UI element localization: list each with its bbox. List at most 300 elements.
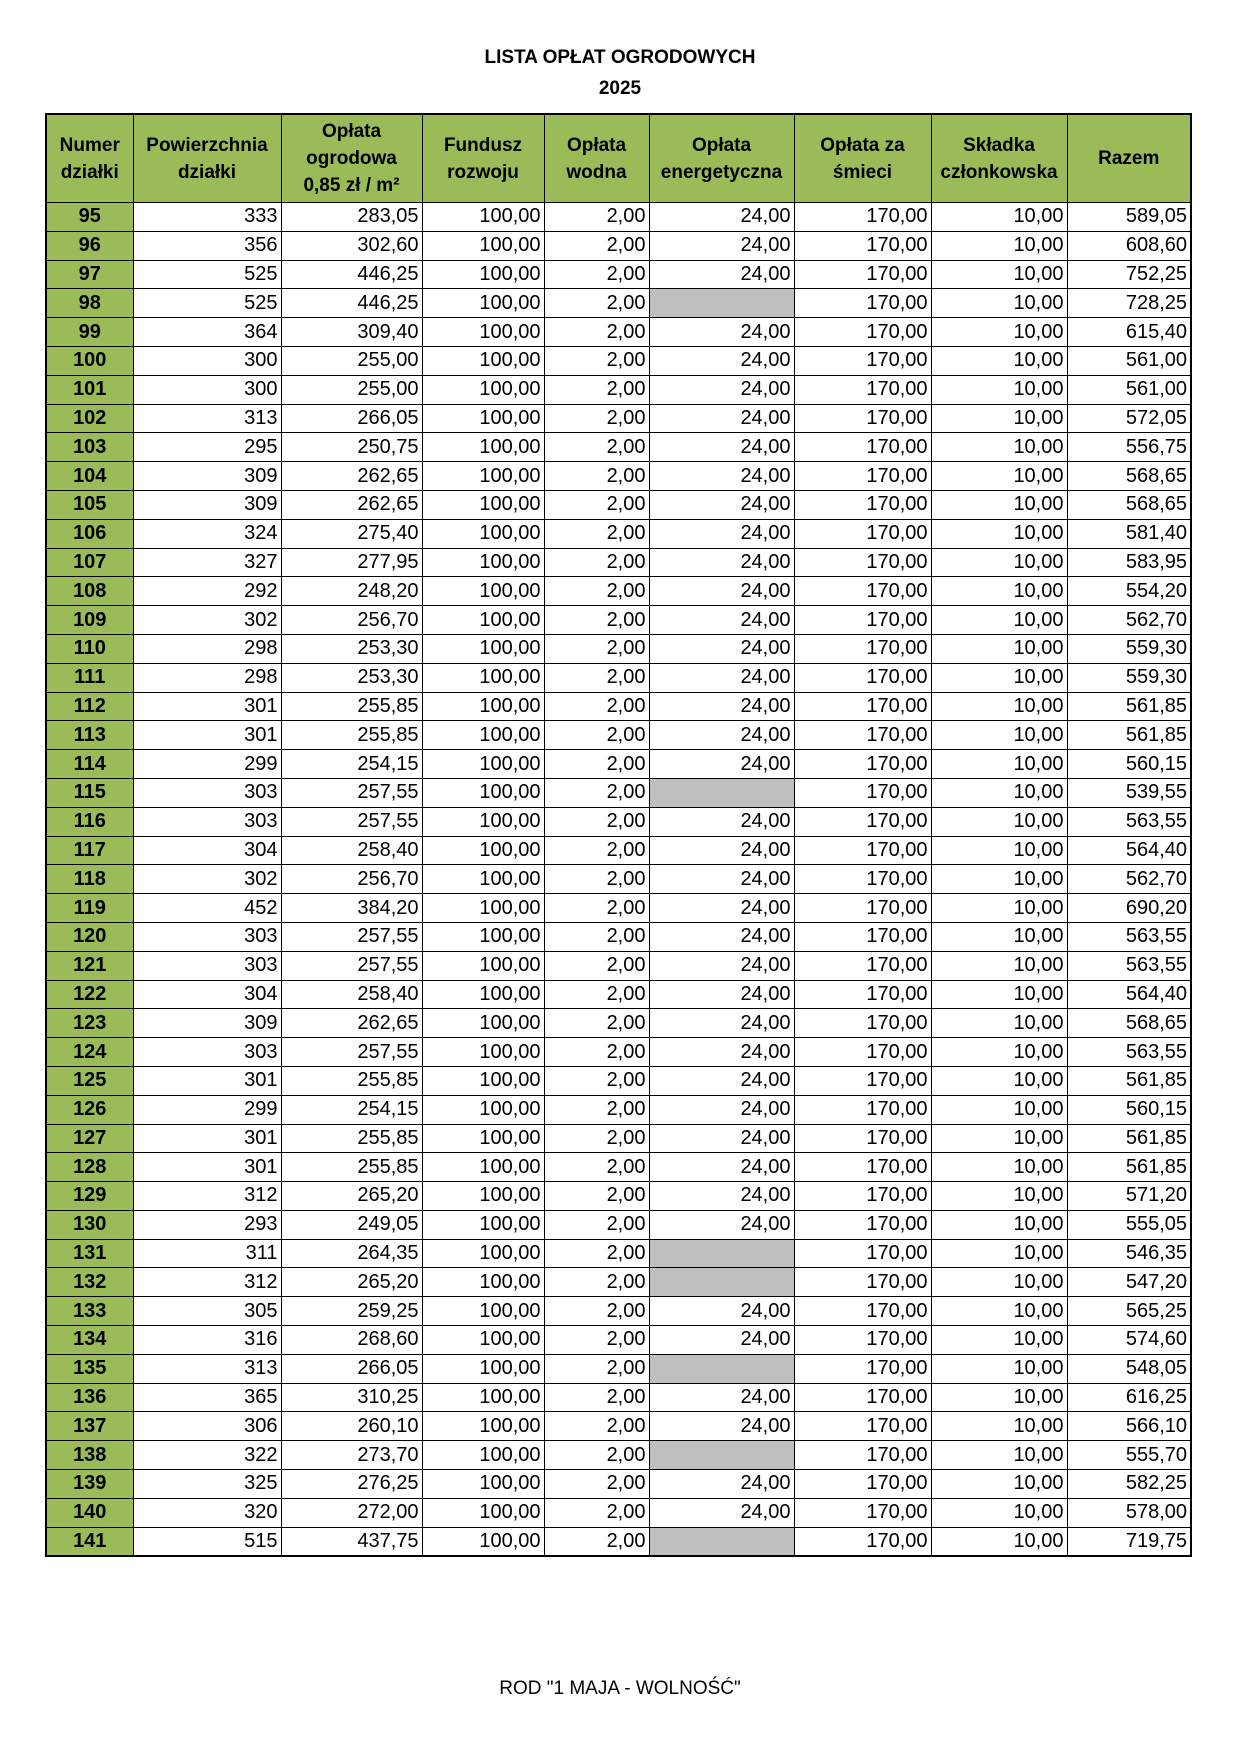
cell-plot-number: 107 bbox=[46, 548, 133, 577]
table-row bbox=[46, 1239, 1191, 1268]
cell-plot-number: 102 bbox=[46, 404, 133, 433]
cell-plot-number: 137 bbox=[46, 1412, 133, 1441]
cell-water-fee: 2,00 bbox=[544, 1470, 649, 1499]
cell-development-fund: 100,00 bbox=[422, 721, 544, 750]
cell-garden-fee: 257,55 bbox=[281, 1038, 422, 1067]
cell-development-fund: 100,00 bbox=[422, 1527, 544, 1556]
cell-plot-number: 138 bbox=[46, 1441, 133, 1470]
table-row bbox=[46, 404, 1191, 433]
cell-membership-fee: 10,00 bbox=[931, 318, 1067, 347]
cell-plot-number: 99 bbox=[46, 318, 133, 347]
cell-plot-number: 119 bbox=[46, 894, 133, 923]
cell-membership-fee: 10,00 bbox=[931, 951, 1067, 980]
cell-plot-number: 141 bbox=[46, 1527, 133, 1556]
cell-development-fund: 100,00 bbox=[422, 289, 544, 318]
cell-membership-fee: 10,00 bbox=[931, 1038, 1067, 1067]
cell-plot-area: 364 bbox=[133, 318, 281, 347]
cell-water-fee: 2,00 bbox=[544, 980, 649, 1009]
cell-total: 690,20 bbox=[1067, 894, 1191, 923]
cell-total: 574,60 bbox=[1067, 1326, 1191, 1355]
cell-energy-fee: 24,00 bbox=[649, 548, 794, 577]
cell-garden-fee: 262,65 bbox=[281, 490, 422, 519]
cell-waste-fee: 170,00 bbox=[794, 462, 931, 491]
cell-membership-fee: 10,00 bbox=[931, 519, 1067, 548]
cell-plot-number: 101 bbox=[46, 375, 133, 404]
cell-water-fee: 2,00 bbox=[544, 1038, 649, 1067]
cell-energy-fee: 24,00 bbox=[649, 231, 794, 260]
cell-total: 728,25 bbox=[1067, 289, 1191, 318]
table-row bbox=[46, 231, 1191, 260]
table-row bbox=[46, 1210, 1191, 1239]
table-row bbox=[46, 433, 1191, 462]
cell-energy-fee bbox=[649, 1268, 794, 1297]
cell-development-fund: 100,00 bbox=[422, 807, 544, 836]
cell-energy-fee: 24,00 bbox=[649, 1009, 794, 1038]
header-line: rozwoju bbox=[447, 161, 519, 183]
cell-energy-fee: 24,00 bbox=[649, 922, 794, 951]
cell-waste-fee: 170,00 bbox=[794, 1268, 931, 1297]
cell-garden-fee: 384,20 bbox=[281, 894, 422, 923]
cell-water-fee: 2,00 bbox=[544, 721, 649, 750]
cell-plot-area: 301 bbox=[133, 692, 281, 721]
cell-development-fund: 100,00 bbox=[422, 1441, 544, 1470]
cell-water-fee: 2,00 bbox=[544, 231, 649, 260]
cell-total: 563,55 bbox=[1067, 922, 1191, 951]
cell-plot-area: 327 bbox=[133, 548, 281, 577]
cell-waste-fee: 170,00 bbox=[794, 634, 931, 663]
cell-plot-area: 298 bbox=[133, 634, 281, 663]
cell-plot-number: 125 bbox=[46, 1066, 133, 1095]
cell-membership-fee: 10,00 bbox=[931, 1210, 1067, 1239]
cell-membership-fee: 10,00 bbox=[931, 750, 1067, 779]
cell-garden-fee: 254,15 bbox=[281, 750, 422, 779]
cell-total: 563,55 bbox=[1067, 807, 1191, 836]
cell-plot-number: 135 bbox=[46, 1354, 133, 1383]
cell-garden-fee: 255,00 bbox=[281, 375, 422, 404]
cell-energy-fee: 24,00 bbox=[649, 980, 794, 1009]
cell-plot-area: 525 bbox=[133, 260, 281, 289]
cell-plot-number: 97 bbox=[46, 260, 133, 289]
cell-development-fund: 100,00 bbox=[422, 1239, 544, 1268]
cell-plot-number: 98 bbox=[46, 289, 133, 318]
cell-membership-fee: 10,00 bbox=[931, 1239, 1067, 1268]
cell-plot-number: 115 bbox=[46, 778, 133, 807]
cell-plot-number: 140 bbox=[46, 1498, 133, 1527]
cell-development-fund: 100,00 bbox=[422, 318, 544, 347]
footer-org-name: ROD "1 MAJA - WOLNOŚĆ" bbox=[499, 1678, 741, 1699]
cell-plot-area: 325 bbox=[133, 1470, 281, 1499]
header-plot-area bbox=[133, 114, 281, 203]
cell-plot-area: 306 bbox=[133, 1412, 281, 1441]
table-row bbox=[46, 1095, 1191, 1124]
cell-water-fee: 2,00 bbox=[544, 519, 649, 548]
cell-water-fee: 2,00 bbox=[544, 1095, 649, 1124]
document-title: LISTA OPŁAT OGRODOWYCH bbox=[484, 47, 756, 68]
table-row bbox=[46, 807, 1191, 836]
cell-garden-fee: 283,05 bbox=[281, 203, 422, 232]
cell-energy-fee: 24,00 bbox=[649, 577, 794, 606]
cell-total: 561,85 bbox=[1067, 692, 1191, 721]
cell-waste-fee: 170,00 bbox=[794, 1066, 931, 1095]
table-row bbox=[46, 1297, 1191, 1326]
cell-garden-fee: 256,70 bbox=[281, 606, 422, 635]
cell-development-fund: 100,00 bbox=[422, 404, 544, 433]
cell-garden-fee: 264,35 bbox=[281, 1239, 422, 1268]
cell-total: 589,05 bbox=[1067, 203, 1191, 232]
cell-plot-number: 124 bbox=[46, 1038, 133, 1067]
cell-waste-fee: 170,00 bbox=[794, 663, 931, 692]
cell-plot-area: 304 bbox=[133, 836, 281, 865]
table-row bbox=[46, 865, 1191, 894]
cell-garden-fee: 255,85 bbox=[281, 1124, 422, 1153]
table-row bbox=[46, 836, 1191, 865]
header-energy-fee bbox=[649, 114, 794, 203]
cell-total: 560,15 bbox=[1067, 1095, 1191, 1124]
cell-plot-area: 322 bbox=[133, 1441, 281, 1470]
table-row bbox=[46, 750, 1191, 779]
cell-garden-fee: 257,55 bbox=[281, 951, 422, 980]
cell-garden-fee: 272,00 bbox=[281, 1498, 422, 1527]
cell-waste-fee: 170,00 bbox=[794, 375, 931, 404]
table-row bbox=[46, 1527, 1191, 1556]
cell-waste-fee: 170,00 bbox=[794, 519, 931, 548]
table-row bbox=[46, 1383, 1191, 1412]
cell-water-fee: 2,00 bbox=[544, 548, 649, 577]
header-line: działki bbox=[60, 161, 119, 183]
header-development-fund bbox=[422, 114, 544, 203]
cell-membership-fee: 10,00 bbox=[931, 1498, 1067, 1527]
cell-development-fund: 100,00 bbox=[422, 433, 544, 462]
cell-plot-number: 108 bbox=[46, 577, 133, 606]
table-row bbox=[46, 346, 1191, 375]
cell-energy-fee bbox=[649, 1441, 794, 1470]
cell-plot-area: 309 bbox=[133, 462, 281, 491]
cell-waste-fee: 170,00 bbox=[794, 433, 931, 462]
cell-plot-number: 128 bbox=[46, 1153, 133, 1182]
header-line: działki bbox=[177, 161, 237, 183]
cell-garden-fee: 253,30 bbox=[281, 663, 422, 692]
cell-energy-fee: 24,00 bbox=[649, 836, 794, 865]
cell-garden-fee: 250,75 bbox=[281, 433, 422, 462]
cell-plot-area: 300 bbox=[133, 375, 281, 404]
cell-total: 555,05 bbox=[1067, 1210, 1191, 1239]
cell-water-fee: 2,00 bbox=[544, 1354, 649, 1383]
cell-development-fund: 100,00 bbox=[422, 1095, 544, 1124]
cell-garden-fee: 255,85 bbox=[281, 692, 422, 721]
cell-plot-number: 103 bbox=[46, 433, 133, 462]
cell-membership-fee: 10,00 bbox=[931, 1470, 1067, 1499]
cell-plot-area: 356 bbox=[133, 231, 281, 260]
cell-plot-number: 121 bbox=[46, 951, 133, 980]
cell-membership-fee: 10,00 bbox=[931, 634, 1067, 663]
cell-plot-number: 114 bbox=[46, 750, 133, 779]
header-line: Fundusz bbox=[443, 134, 523, 156]
cell-plot-area: 295 bbox=[133, 433, 281, 462]
cell-plot-area: 312 bbox=[133, 1182, 281, 1211]
table-row bbox=[46, 634, 1191, 663]
cell-development-fund: 100,00 bbox=[422, 548, 544, 577]
cell-energy-fee: 24,00 bbox=[649, 1412, 794, 1441]
header-line: 0,85 zł / m² bbox=[303, 175, 400, 196]
cell-garden-fee: 266,05 bbox=[281, 404, 422, 433]
cell-water-fee: 2,00 bbox=[544, 1239, 649, 1268]
table-row bbox=[46, 1268, 1191, 1297]
cell-water-fee: 2,00 bbox=[544, 462, 649, 491]
cell-waste-fee: 170,00 bbox=[794, 203, 931, 232]
cell-energy-fee bbox=[649, 289, 794, 318]
cell-energy-fee: 24,00 bbox=[649, 634, 794, 663]
cell-garden-fee: 253,30 bbox=[281, 634, 422, 663]
table-row bbox=[46, 1412, 1191, 1441]
cell-water-fee: 2,00 bbox=[544, 1268, 649, 1297]
cell-plot-area: 313 bbox=[133, 404, 281, 433]
cell-plot-number: 129 bbox=[46, 1182, 133, 1211]
cell-plot-area: 316 bbox=[133, 1326, 281, 1355]
cell-development-fund: 100,00 bbox=[422, 692, 544, 721]
cell-total: 568,65 bbox=[1067, 1009, 1191, 1038]
cell-total: 560,15 bbox=[1067, 750, 1191, 779]
cell-waste-fee: 170,00 bbox=[794, 1038, 931, 1067]
cell-energy-fee: 24,00 bbox=[649, 1182, 794, 1211]
table-row bbox=[46, 462, 1191, 491]
cell-garden-fee: 265,20 bbox=[281, 1268, 422, 1297]
cell-plot-area: 292 bbox=[133, 577, 281, 606]
cell-development-fund: 100,00 bbox=[422, 1412, 544, 1441]
cell-energy-fee: 24,00 bbox=[649, 1297, 794, 1326]
fees-table bbox=[45, 113, 1192, 1557]
table-row bbox=[46, 922, 1191, 951]
cell-water-fee: 2,00 bbox=[544, 1124, 649, 1153]
cell-waste-fee: 170,00 bbox=[794, 548, 931, 577]
header-line: wodna bbox=[566, 161, 627, 183]
cell-waste-fee: 170,00 bbox=[794, 1527, 931, 1556]
cell-membership-fee: 10,00 bbox=[931, 1412, 1067, 1441]
cell-waste-fee: 170,00 bbox=[794, 980, 931, 1009]
cell-plot-area: 301 bbox=[133, 1124, 281, 1153]
cell-membership-fee: 10,00 bbox=[931, 375, 1067, 404]
cell-total: 562,70 bbox=[1067, 606, 1191, 635]
table-row bbox=[46, 375, 1191, 404]
cell-energy-fee: 24,00 bbox=[649, 375, 794, 404]
header-line: energetyczna bbox=[660, 161, 783, 183]
cell-water-fee: 2,00 bbox=[544, 289, 649, 318]
cell-plot-number: 130 bbox=[46, 1210, 133, 1239]
cell-total: 608,60 bbox=[1067, 231, 1191, 260]
header-line: Opłata bbox=[566, 134, 627, 156]
cell-development-fund: 100,00 bbox=[422, 836, 544, 865]
table-row bbox=[46, 692, 1191, 721]
cell-development-fund: 100,00 bbox=[422, 1383, 544, 1412]
cell-plot-area: 320 bbox=[133, 1498, 281, 1527]
header-line: śmieci bbox=[832, 161, 893, 183]
header-line: Składka bbox=[963, 134, 1035, 156]
cell-membership-fee: 10,00 bbox=[931, 1527, 1067, 1556]
table-row bbox=[46, 1470, 1191, 1499]
cell-total: 546,35 bbox=[1067, 1239, 1191, 1268]
cell-membership-fee: 10,00 bbox=[931, 865, 1067, 894]
cell-total: 564,40 bbox=[1067, 836, 1191, 865]
cell-energy-fee: 24,00 bbox=[649, 951, 794, 980]
cell-total: 581,40 bbox=[1067, 519, 1191, 548]
cell-plot-area: 303 bbox=[133, 807, 281, 836]
cell-waste-fee: 170,00 bbox=[794, 1153, 931, 1182]
cell-development-fund: 100,00 bbox=[422, 1498, 544, 1527]
cell-garden-fee: 266,05 bbox=[281, 1354, 422, 1383]
cell-membership-fee: 10,00 bbox=[931, 922, 1067, 951]
cell-total: 561,85 bbox=[1067, 1153, 1191, 1182]
cell-plot-number: 122 bbox=[46, 980, 133, 1009]
cell-plot-area: 304 bbox=[133, 980, 281, 1009]
cell-plot-number: 117 bbox=[46, 836, 133, 865]
cell-plot-number: 134 bbox=[46, 1326, 133, 1355]
cell-garden-fee: 273,70 bbox=[281, 1441, 422, 1470]
cell-waste-fee: 170,00 bbox=[794, 1470, 931, 1499]
cell-total: 561,85 bbox=[1067, 1124, 1191, 1153]
cell-plot-number: 126 bbox=[46, 1095, 133, 1124]
table-row bbox=[46, 894, 1191, 923]
table-row bbox=[46, 1182, 1191, 1211]
cell-garden-fee: 255,85 bbox=[281, 721, 422, 750]
cell-waste-fee: 170,00 bbox=[794, 1124, 931, 1153]
cell-water-fee: 2,00 bbox=[544, 1441, 649, 1470]
cell-waste-fee: 170,00 bbox=[794, 922, 931, 951]
cell-membership-fee: 10,00 bbox=[931, 606, 1067, 635]
cell-total: 572,05 bbox=[1067, 404, 1191, 433]
cell-water-fee: 2,00 bbox=[544, 203, 649, 232]
cell-energy-fee: 24,00 bbox=[649, 1498, 794, 1527]
cell-water-fee: 2,00 bbox=[544, 1210, 649, 1239]
table-row bbox=[46, 519, 1191, 548]
cell-water-fee: 2,00 bbox=[544, 807, 649, 836]
cell-membership-fee: 10,00 bbox=[931, 346, 1067, 375]
header-waste-fee bbox=[794, 114, 931, 203]
cell-garden-fee: 275,40 bbox=[281, 519, 422, 548]
cell-garden-fee: 258,40 bbox=[281, 980, 422, 1009]
table-row bbox=[46, 318, 1191, 347]
cell-garden-fee: 276,25 bbox=[281, 1470, 422, 1499]
cell-water-fee: 2,00 bbox=[544, 346, 649, 375]
cell-energy-fee: 24,00 bbox=[649, 1124, 794, 1153]
cell-membership-fee: 10,00 bbox=[931, 1268, 1067, 1297]
cell-membership-fee: 10,00 bbox=[931, 692, 1067, 721]
cell-plot-area: 302 bbox=[133, 606, 281, 635]
cell-garden-fee: 257,55 bbox=[281, 922, 422, 951]
cell-garden-fee: 446,25 bbox=[281, 289, 422, 318]
cell-garden-fee: 265,20 bbox=[281, 1182, 422, 1211]
header-line: Powierzchnia bbox=[146, 134, 268, 156]
cell-total: 561,85 bbox=[1067, 721, 1191, 750]
cell-energy-fee bbox=[649, 778, 794, 807]
cell-water-fee: 2,00 bbox=[544, 260, 649, 289]
cell-development-fund: 100,00 bbox=[422, 490, 544, 519]
cell-membership-fee: 10,00 bbox=[931, 980, 1067, 1009]
cell-plot-number: 104 bbox=[46, 462, 133, 491]
cell-plot-area: 309 bbox=[133, 490, 281, 519]
cell-membership-fee: 10,00 bbox=[931, 260, 1067, 289]
cell-membership-fee: 10,00 bbox=[931, 203, 1067, 232]
cell-total: 719,75 bbox=[1067, 1527, 1191, 1556]
cell-water-fee: 2,00 bbox=[544, 865, 649, 894]
cell-waste-fee: 170,00 bbox=[794, 260, 931, 289]
cell-waste-fee: 170,00 bbox=[794, 836, 931, 865]
cell-development-fund: 100,00 bbox=[422, 1210, 544, 1239]
cell-plot-area: 299 bbox=[133, 750, 281, 779]
cell-development-fund: 100,00 bbox=[422, 606, 544, 635]
cell-plot-number: 110 bbox=[46, 634, 133, 663]
cell-plot-area: 301 bbox=[133, 1066, 281, 1095]
header-line: Opłata bbox=[691, 134, 752, 156]
cell-development-fund: 100,00 bbox=[422, 1470, 544, 1499]
cell-waste-fee: 170,00 bbox=[794, 1297, 931, 1326]
cell-waste-fee: 170,00 bbox=[794, 1383, 931, 1412]
cell-waste-fee: 170,00 bbox=[794, 1210, 931, 1239]
cell-plot-number: 133 bbox=[46, 1297, 133, 1326]
cell-water-fee: 2,00 bbox=[544, 577, 649, 606]
table-row bbox=[46, 289, 1191, 318]
table-row bbox=[46, 663, 1191, 692]
cell-garden-fee: 255,00 bbox=[281, 346, 422, 375]
cell-energy-fee bbox=[649, 1354, 794, 1383]
cell-development-fund: 100,00 bbox=[422, 1038, 544, 1067]
cell-total: 564,40 bbox=[1067, 980, 1191, 1009]
cell-energy-fee: 24,00 bbox=[649, 606, 794, 635]
cell-membership-fee: 10,00 bbox=[931, 836, 1067, 865]
table-row bbox=[46, 1498, 1191, 1527]
cell-total: 568,65 bbox=[1067, 462, 1191, 491]
cell-total: 556,75 bbox=[1067, 433, 1191, 462]
cell-water-fee: 2,00 bbox=[544, 1297, 649, 1326]
cell-water-fee: 2,00 bbox=[544, 951, 649, 980]
cell-membership-fee: 10,00 bbox=[931, 1095, 1067, 1124]
cell-energy-fee: 24,00 bbox=[649, 750, 794, 779]
cell-energy-fee: 24,00 bbox=[649, 807, 794, 836]
cell-plot-number: 95 bbox=[46, 203, 133, 232]
cell-water-fee: 2,00 bbox=[544, 778, 649, 807]
cell-water-fee: 2,00 bbox=[544, 1066, 649, 1095]
table-row bbox=[46, 951, 1191, 980]
cell-plot-area: 303 bbox=[133, 778, 281, 807]
cell-waste-fee: 170,00 bbox=[794, 1412, 931, 1441]
table-row bbox=[46, 203, 1191, 232]
cell-development-fund: 100,00 bbox=[422, 1354, 544, 1383]
cell-membership-fee: 10,00 bbox=[931, 721, 1067, 750]
cell-water-fee: 2,00 bbox=[544, 1527, 649, 1556]
cell-total: 752,25 bbox=[1067, 260, 1191, 289]
cell-plot-number: 131 bbox=[46, 1239, 133, 1268]
cell-waste-fee: 170,00 bbox=[794, 1009, 931, 1038]
table-row bbox=[46, 980, 1191, 1009]
cell-development-fund: 100,00 bbox=[422, 980, 544, 1009]
cell-water-fee: 2,00 bbox=[544, 750, 649, 779]
cell-water-fee: 2,00 bbox=[544, 318, 649, 347]
cell-garden-fee: 249,05 bbox=[281, 1210, 422, 1239]
cell-water-fee: 2,00 bbox=[544, 433, 649, 462]
cell-plot-area: 303 bbox=[133, 1038, 281, 1067]
table-row bbox=[46, 490, 1191, 519]
table-row bbox=[46, 721, 1191, 750]
cell-membership-fee: 10,00 bbox=[931, 548, 1067, 577]
cell-development-fund: 100,00 bbox=[422, 951, 544, 980]
cell-plot-number: 113 bbox=[46, 721, 133, 750]
cell-plot-area: 333 bbox=[133, 203, 281, 232]
cell-total: 561,85 bbox=[1067, 1066, 1191, 1095]
header-line: ogrodowa bbox=[306, 148, 397, 169]
cell-membership-fee: 10,00 bbox=[931, 231, 1067, 260]
cell-energy-fee: 24,00 bbox=[649, 1095, 794, 1124]
cell-garden-fee: 256,70 bbox=[281, 865, 422, 894]
cell-plot-number: 136 bbox=[46, 1383, 133, 1412]
cell-plot-area: 365 bbox=[133, 1383, 281, 1412]
